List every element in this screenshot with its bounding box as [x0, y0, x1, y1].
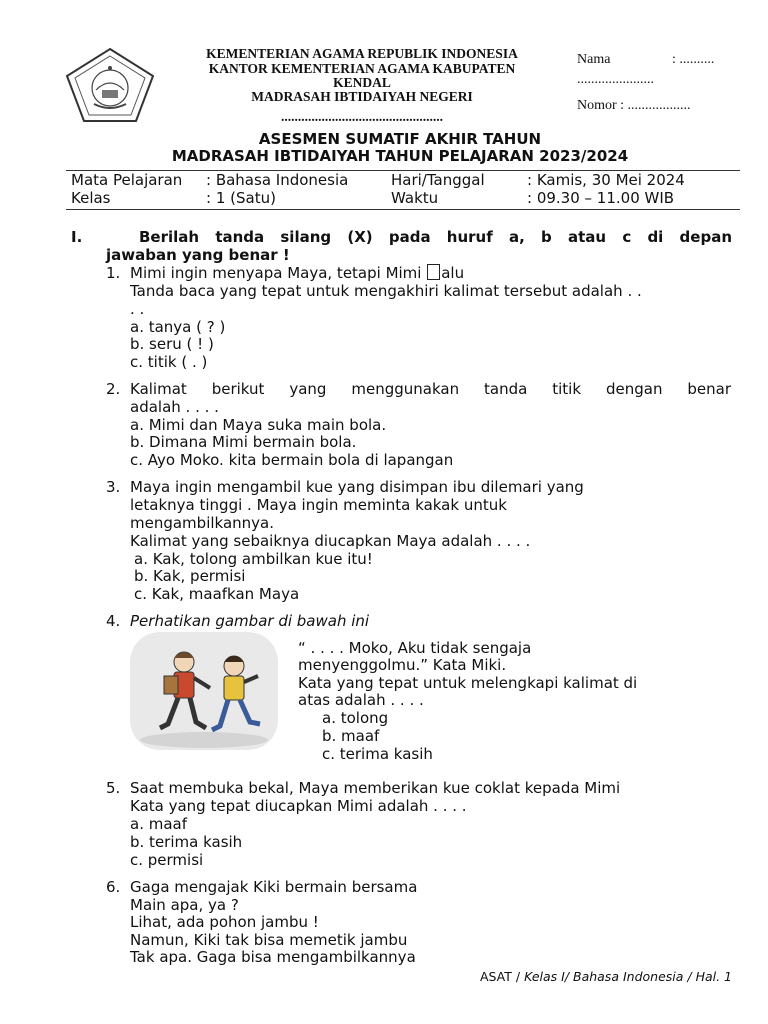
q3-stem: Maya ingin mengambil kue yang disimpan ibu dilemari yang: [130, 478, 584, 496]
kelas-value: : 1 (Satu): [206, 189, 276, 207]
hari-value: : Kamis, 30 Mei 2024: [527, 171, 685, 189]
section-instruction: Berilah tanda silang (X) pada huruf a, b atau c di depan: [139, 228, 732, 246]
section-number: I.: [71, 228, 83, 246]
q4-illustration: [130, 632, 278, 750]
q4-dialog-2: menyenggolmu.” Kata Miki.: [298, 656, 507, 674]
exam-title: ASESMEN SUMATIF AKHIR TAHUN: [258, 130, 542, 148]
q2-option-c: c. Ayo Moko. kita bermain bola di lapangan: [130, 451, 454, 469]
q4-question-cont: atas adalah . . . .: [298, 691, 424, 709]
ministry-logo: [64, 46, 156, 124]
header-school-blank: ................................................: [281, 109, 443, 124]
q2-option-b: b. Dimana Mimi bermain bola.: [130, 433, 357, 451]
q3-option-a: a. Kak, tolong ambilkan kue itu!: [134, 550, 373, 568]
q4-question: Kata yang tepat untuk melengkapi kalimat di: [298, 674, 638, 692]
q5-option-b: b. terima kasih: [130, 833, 243, 851]
mapel-label: Mata Pelajaran: [71, 171, 183, 189]
waktu-value: : 09.30 – 11.00 WIB: [527, 189, 675, 207]
nama-field-cont: ......................: [577, 72, 654, 87]
q1-stem: Mimi ingin menyapa Maya, tetapi Mimi alu: [130, 264, 465, 282]
q5-number: 5.: [106, 779, 121, 797]
q5-option-a: a. maaf: [130, 815, 188, 833]
mapel-value: : Bahasa Indonesia: [206, 171, 349, 189]
q2-stem: Kalimat berikut yang menggunakan tanda titik dengan benar: [130, 380, 731, 398]
hari-label: Hari/Tanggal: [391, 171, 485, 189]
q3-stem-2: letaknya tinggi . Maya ingin meminta kakak untuk: [130, 496, 507, 514]
section-instruction-cont: jawaban yang benar !: [106, 246, 290, 264]
header-school: MADRASAH IBTIDAIYAH NEGERI: [251, 89, 473, 104]
header-ministry: KEMENTERIAN AGAMA REPUBLIK INDONESIA: [206, 46, 518, 61]
q2-stem-cont: adalah . . . .: [130, 398, 219, 416]
q6-line-1: Gaga mengajak Kiki bermain bersama: [130, 878, 418, 896]
q3-question: Kalimat yang sebaiknya diucapkan Maya adalah . . . .: [130, 532, 531, 550]
exam-subtitle: MADRASAH IBTIDAIYAH TAHUN PELAJARAN 2023/2024: [171, 147, 629, 165]
page-footer: ASAT / Kelas I/ Bahasa Indonesia / Hal. 1: [479, 969, 732, 984]
waktu-label: Waktu: [391, 189, 439, 207]
q4-option-a: a. tolong: [322, 709, 389, 727]
header-office: KANTOR KEMENTERIAN AGAMA KABUPATEN: [208, 61, 516, 76]
q1-option-b: b. seru ( ! ): [130, 335, 214, 353]
q5-option-c: c. permisi: [130, 851, 204, 869]
q4-dialog-1: “ . . . . Moko, Aku tidak sengaja: [298, 639, 532, 657]
q6-number: 6.: [106, 878, 121, 896]
q6-line-4: Namun, Kiki tak bisa memetik jambu: [130, 931, 408, 949]
q2-option-a: a. Mimi dan Maya suka main bola.: [130, 416, 387, 434]
text-cursor-box: [427, 264, 440, 280]
q6-line-5: Tak apa. Gaga bisa mengambilkannya: [130, 948, 416, 966]
nomor-field: Nomor : ..................: [577, 98, 691, 113]
q5-stem: Saat membuka bekal, Maya memberikan kue coklat kepada Mimi: [130, 779, 621, 797]
nama-field: : ..........: [672, 52, 715, 67]
q3-option-c: c. Kak, maafkan Maya: [134, 585, 300, 603]
q4-option-c: c. terima kasih: [322, 745, 433, 763]
q3-stem-3: mengambilkannya.: [130, 514, 274, 532]
info-bottom-border: [66, 209, 740, 210]
q1-option-a: a. tanya ( ? ): [130, 318, 226, 336]
q6-line-3: Lihat, ada pohon jambu !: [130, 913, 319, 931]
q2-number: 2.: [106, 380, 121, 398]
q5-question: Kata yang tepat diucapkan Mimi adalah . . . .: [130, 797, 467, 815]
q1-number: 1.: [106, 264, 121, 282]
q4-number: 4.: [106, 612, 121, 630]
q4-option-b: b. maaf: [322, 727, 380, 745]
header-regency: KENDAL: [333, 75, 391, 90]
q1-question: Tanda baca yang tepat untuk mengakhiri kalimat tersebut adalah . .: [130, 282, 642, 300]
nama-label: Nama: [577, 52, 611, 67]
q3-option-b: b. Kak, permisi: [134, 567, 246, 585]
kelas-label: Kelas: [71, 189, 111, 207]
q1-question-cont: . .: [130, 300, 145, 318]
q1-option-c: c. titik ( . ): [130, 353, 208, 371]
q3-number: 3.: [106, 478, 121, 496]
q4-instruction: Perhatikan gambar di bawah ini: [130, 612, 370, 630]
q6-line-2: Main apa, ya ?: [130, 896, 239, 914]
